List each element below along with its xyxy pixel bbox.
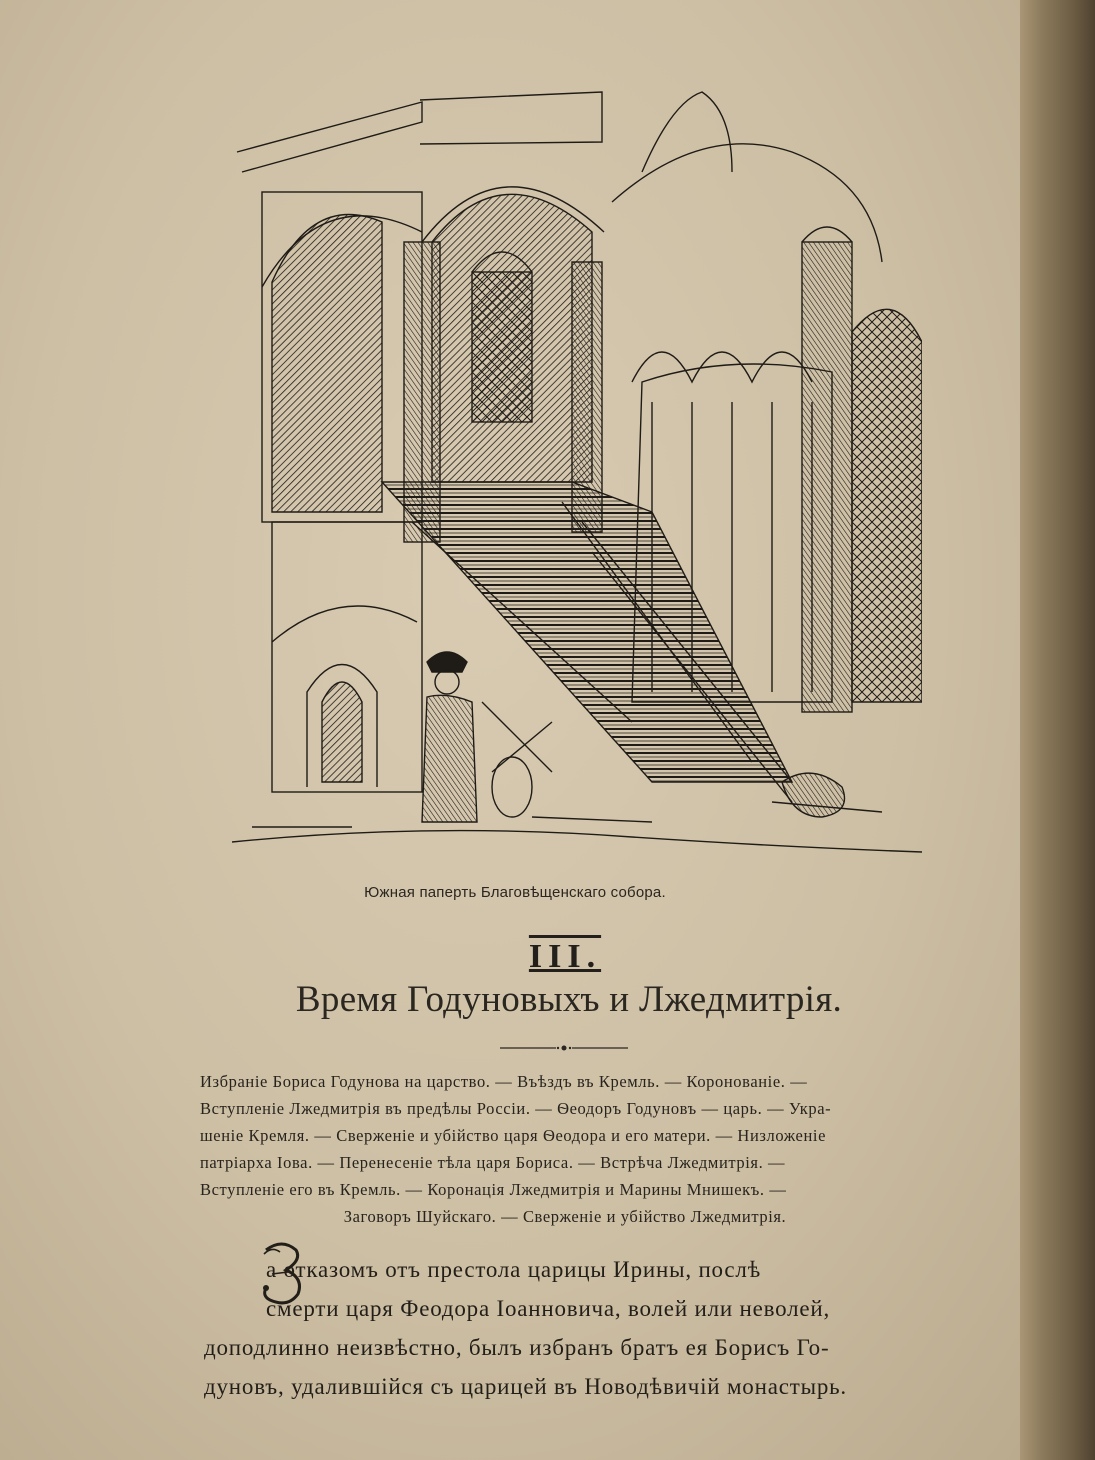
summary-line: Избраніе Бориса Годунова на царство. — Въѣздъ въ Кремль. — Коронованіе. — [200, 1072, 808, 1091]
body-paragraph [204, 1250, 934, 1406]
summary-line: Заговоръ Шуйскаго. — Сверженіе и убійство Лжедмитрія. [343, 1207, 787, 1226]
body-line: доподлинно неизвѣстно, былъ избранъ братъ ея Борисъ Го- [204, 1335, 830, 1360]
summary-line: патріарха Іова. — Перенесеніе тѣла царя Бориса. — Встрѣча Лжедмитрія. — [200, 1153, 786, 1172]
summary-line: шеніе Кремля. — Сверженіе и убійство царя Ѳеодора и его матери. — Низложеніе [200, 1126, 827, 1145]
page-edge-shadow [1020, 0, 1095, 1460]
body-line: дуновъ, удалившійся съ царицей въ Новодѣвичій монастырь. [204, 1374, 847, 1399]
chapter-title: Время Годуновыхъ и Лжедмитрія. [295, 979, 843, 1020]
cathedral-engraving [232, 82, 922, 862]
body-line: смерти царя Феодора Іоанновича, волей или неволей, [266, 1296, 831, 1321]
title-ornament [500, 1042, 628, 1054]
chapter-number: III. [528, 938, 602, 975]
body-line: а отказомъ отъ престола царицы Ирины, послѣ [266, 1257, 761, 1282]
illustration-caption: Южная паперть Благовѣщенскаго собора. [364, 884, 666, 901]
summary-line: Вступленіе его въ Кремль. — Коронація Лжедмитрія и Марины Мнишекъ. — [200, 1180, 787, 1199]
summary-line: Вступленіе Лжедмитрія въ предѣлы Россіи. — Ѳеодоръ Годуновъ — царь. — Укра- [200, 1099, 832, 1118]
chapter-summary [200, 1068, 930, 1230]
